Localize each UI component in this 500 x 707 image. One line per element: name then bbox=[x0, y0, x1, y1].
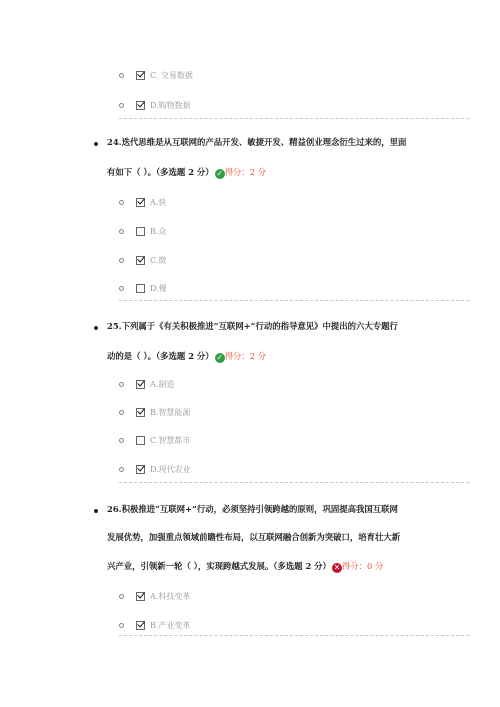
option-label: D.慢 bbox=[150, 283, 167, 293]
option-label: B.产业变革 bbox=[150, 620, 191, 630]
separator bbox=[119, 300, 469, 301]
option-prev-c[interactable] bbox=[119, 67, 193, 83]
option-label: C.智慧都市 bbox=[150, 435, 191, 445]
checkbox-checked-icon[interactable] bbox=[136, 408, 145, 417]
checkbox-checked-icon[interactable] bbox=[136, 465, 145, 474]
option-label: A.快 bbox=[150, 197, 167, 207]
option-label: C. 交易数据 bbox=[150, 70, 193, 80]
option-label: A.制造 bbox=[150, 379, 175, 389]
checkbox-checked-icon[interactable] bbox=[136, 621, 145, 630]
option-24-b[interactable] bbox=[119, 223, 166, 239]
question-text: 25.下列属于《有关积极推进“互联网+”行动的指导意见》中提出的六大专题行 bbox=[107, 321, 398, 331]
checkbox-checked-icon[interactable] bbox=[136, 71, 145, 80]
option-24-c[interactable] bbox=[119, 252, 166, 268]
option-label: D.现代农业 bbox=[150, 464, 191, 474]
question-text: 发展优势，加强重点领域前瞻性布局，以互联网融合创新为突破口，培育壮大新 bbox=[107, 532, 401, 542]
checkbox-checked-icon[interactable] bbox=[136, 256, 145, 265]
bullet-icon bbox=[94, 142, 98, 146]
score-label: 得分：0 分 bbox=[341, 561, 384, 571]
option-label: C.微 bbox=[150, 255, 167, 265]
radio-indicator bbox=[119, 73, 124, 78]
check-circle-icon: ✓ bbox=[216, 353, 224, 362]
radio-indicator bbox=[119, 623, 124, 628]
option-25-c[interactable] bbox=[119, 432, 190, 448]
checkbox-checked-icon[interactable] bbox=[136, 101, 145, 110]
radio-indicator bbox=[119, 410, 124, 415]
separator bbox=[119, 635, 469, 636]
option-label: B.众 bbox=[150, 226, 167, 236]
option-25-d[interactable] bbox=[119, 461, 191, 477]
cross-circle-icon: ✕ bbox=[333, 563, 341, 572]
option-label: A.科技变革 bbox=[150, 591, 191, 601]
check-circle-icon: ✓ bbox=[216, 169, 224, 178]
option-label: B.智慧能源 bbox=[150, 407, 191, 417]
option-26-a[interactable] bbox=[119, 588, 190, 604]
score-label: 得分：2 分 bbox=[224, 167, 267, 177]
option-25-a[interactable] bbox=[119, 376, 174, 392]
radio-indicator bbox=[119, 103, 124, 108]
checkbox-empty-icon[interactable] bbox=[136, 227, 145, 236]
score-label: 得分：2 分 bbox=[224, 351, 267, 361]
checkbox-checked-icon[interactable] bbox=[136, 592, 145, 601]
checkbox-checked-icon[interactable] bbox=[136, 198, 145, 207]
radio-indicator bbox=[119, 467, 124, 472]
separator bbox=[119, 482, 469, 483]
radio-indicator bbox=[119, 258, 124, 263]
question-text: 有如下（ ）。（多选题 2 分） ✓ 得分：2 分 bbox=[107, 167, 267, 178]
option-26-b[interactable] bbox=[119, 617, 190, 633]
bullet-icon bbox=[94, 509, 98, 513]
radio-indicator bbox=[119, 200, 124, 205]
checkbox-checked-icon[interactable] bbox=[136, 380, 145, 389]
option-label: D.购物数据 bbox=[150, 100, 191, 110]
option-25-b[interactable] bbox=[119, 404, 190, 420]
question-text: 兴产业，引领新一轮（ ），实现跨越式发展。（多选题 2 分） ✕ 得分：0 分 bbox=[107, 561, 384, 572]
option-prev-d[interactable] bbox=[119, 97, 191, 113]
radio-indicator bbox=[119, 229, 124, 234]
question-text: 26.积极推进“互联网+”行动，必须坚持引领跨越的原则，巩固提高我国互联网 bbox=[107, 504, 398, 514]
question-text: 24.迭代思维是从互联网的产品开发、敏捷开发、精益创业理念衍生过来的，里面 bbox=[107, 137, 407, 147]
separator bbox=[119, 118, 469, 119]
radio-indicator bbox=[119, 286, 124, 291]
checkbox-empty-icon[interactable] bbox=[136, 436, 145, 445]
bullet-icon bbox=[94, 326, 98, 330]
question-text: 动的是（ ）。（多选题 2 分） ✓ 得分：2 分 bbox=[107, 351, 267, 362]
radio-indicator bbox=[119, 594, 124, 599]
option-24-a[interactable] bbox=[119, 194, 166, 210]
checkbox-empty-icon[interactable] bbox=[136, 284, 145, 293]
option-24-d[interactable] bbox=[119, 280, 167, 296]
radio-indicator bbox=[119, 382, 124, 387]
radio-indicator bbox=[119, 438, 124, 443]
